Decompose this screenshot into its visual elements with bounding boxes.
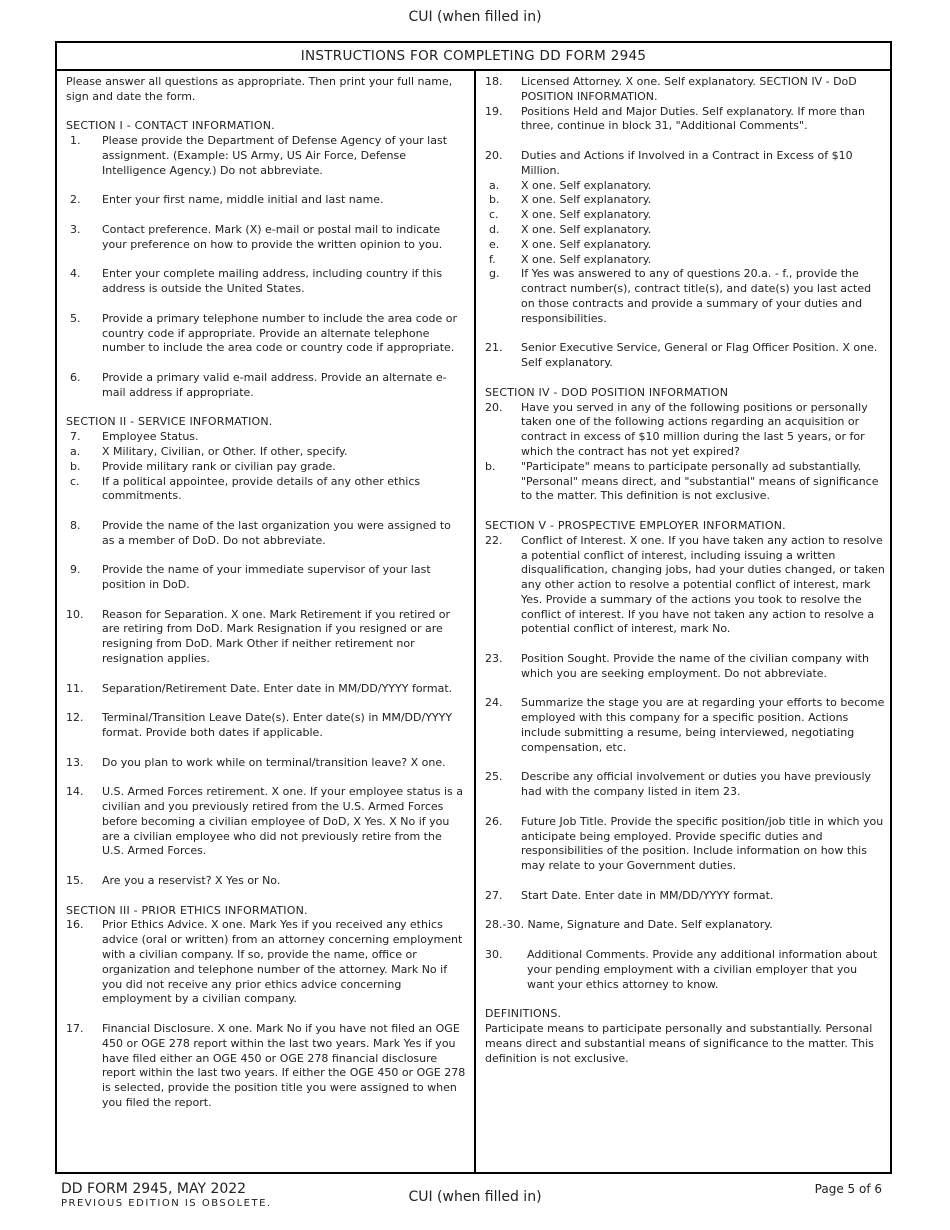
instruction-item: 7. Employee Status.	[70, 430, 199, 444]
instruction-item: 9. Provide the name of your immediate supervisor of your last position in DoD.	[70, 563, 431, 592]
instruction-item: 27. Start Date. Enter date in MM/DD/YYYY format.	[485, 888, 774, 902]
section-4-heading: SECTION IV - DOD POSITION INFORMATION	[485, 385, 729, 399]
instruction-subitem: b. "Participate" means to participate personally ad substantially. "Personal" means direct, and "substantial" means of significance to the matter. This definition is not exclusive.	[485, 459, 879, 503]
instruction-item: 17. Financial Disclosure. X one. Mark No if you have not filed an OGE 450 or OGE 278 report within the last two years. Mark Yes if you have filed either an OGE 450 or OGE 278 financial disclosure report within the last two years. If either the OGE 450 or OGE 278 is selected, provide the position title you were assigned to when you filed the report.	[66, 1022, 466, 1109]
section-2-heading: SECTION II - SERVICE INFORMATION.	[66, 415, 273, 429]
section-3-heading: SECTION III - PRIOR ETHICS INFORMATION.	[66, 903, 308, 917]
page-number: Page 5 of 6	[814, 1182, 882, 1196]
instruction-item: 21. Senior Executive Service, General or Flag Officer Position. X one. Self explanatory.	[485, 341, 878, 370]
instruction-subitem: f. X one. Self explanatory.	[489, 252, 652, 266]
instruction-item: 19. Positions Held and Major Duties. Self explanatory. If more than three, continue in block 31, "Additional Comments".	[485, 104, 866, 133]
definitions-text: Participate means to participate personally and substantially. Personal means direct and substantial means of significance to the matter. This definition is not exclusive.	[485, 1022, 874, 1065]
column-divider	[474, 71, 476, 1174]
definitions-heading: DEFINITIONS.	[485, 1007, 562, 1021]
instruction-subitem: a. X Military, Civilian, or Other. If other, specify.	[70, 444, 348, 458]
instructions-frame	[55, 41, 892, 1174]
instruction-item: 30. Additional Comments. Provide any additional information about your pending employment with a civilian employer that you want your ethics attorney to know.	[485, 948, 878, 991]
instruction-subitem: d. X one. Self explanatory.	[489, 222, 652, 236]
section-1-heading: SECTION I - CONTACT INFORMATION.	[66, 119, 275, 133]
instruction-item: 16. Prior Ethics Advice. X one. Mark Yes if you received any ethics advice (oral or written) from an attorney concerning employment with a civilian company. If so, provide the name, office or organization and telephone number of the attorney. Mark No if you did not receive any prior ethics advice concerning employment by a civilian company.	[66, 918, 463, 1006]
instruction-subitem: c. If a political appointee, provide details of any other ethics commitments.	[70, 474, 421, 503]
instruction-item: 6. Provide a primary valid e-mail address. Provide an alternate e-mail address if appropriate.	[70, 370, 447, 399]
instruction-item: 14. U.S. Armed Forces retirement. X one. If your employee status is a civilian and you previously retired from the U.S. Armed Forces before becoming a civilian employee of DoD, X Yes. X No if you are a civilian employee who did not previously retire from the U.S. Armed Forces.	[66, 785, 464, 858]
instruction-item: 15. Are you a reservist? X Yes or No.	[66, 874, 281, 888]
instruction-subitem: b. X one. Self explanatory.	[489, 193, 652, 207]
instruction-item: 20. Have you served in any of the following positions or personally taken one of the following actions regarding an acquisition or contract in excess of $10 million during the last 5 years, or for which the contract has not yet expired?	[485, 400, 868, 458]
instruction-subitem: c. X one. Self explanatory.	[489, 208, 652, 222]
instruction-item: 2. Enter your first name, middle initial and last name.	[70, 193, 384, 207]
intro-text: Please answer all questions as appropriate. Then print your full name, sign and date the form.	[66, 75, 453, 103]
instruction-item: 13. Do you plan to work while on terminal/transition leave? X one.	[66, 755, 446, 769]
instruction-item: 12. Terminal/Transition Leave Date(s). Enter date(s) in MM/DD/YYYY format. Provide both dates if applicable.	[66, 711, 453, 740]
instruction-item: 3. Contact preference. Mark (X) e-mail or postal mail to indicate your preference on how to provide the written opinion to you.	[70, 222, 443, 251]
left-column	[66, 75, 466, 1111]
instructions-title: INSTRUCTIONS FOR COMPLETING DD FORM 2945	[57, 43, 890, 71]
instruction-item: 4. Enter your complete mailing address, including country if this address is outside the United States.	[70, 267, 443, 296]
instruction-item: 25. Describe any official involvement or duties you have previously had with the company listed in item 23.	[485, 770, 872, 799]
instruction-item: 18. Licensed Attorney. X one. Self explanatory. SECTION IV - DoD POSITION INFORMATION.	[485, 75, 857, 103]
cui-header: CUI (when filled in)	[408, 9, 542, 25]
instruction-item: 20. Duties and Actions if Involved in a Contract in Excess of $10 Million.	[485, 148, 853, 177]
section-5-heading: SECTION V - PROSPECTIVE EMPLOYER INFORMATION.	[485, 518, 786, 532]
instruction-subitem: g. If Yes was answered to any of questions 20.a. - f., provide the contract number(s), contract title(s), and date(s) you last acted on those contracts and provide a summary of your duties and responsibilities.	[489, 267, 872, 325]
instruction-item: 1. Please provide the Department of Defense Agency of your last assignment. (Example: US Army, US Air Force, Defense Intelligence Agency.) Do not abbreviate.	[70, 134, 448, 177]
form-id: DD FORM 2945, MAY 2022	[61, 1181, 247, 1197]
instruction-subitem: b. Provide military rank or civilian pay grade.	[70, 459, 336, 473]
instruction-subitem: e. X one. Self explanatory.	[489, 237, 652, 251]
right-column	[485, 75, 885, 1066]
obsolete-notice: PREVIOUS EDITION IS OBSOLETE.	[61, 1198, 272, 1209]
instruction-item: 11. Separation/Retirement Date. Enter date in MM/DD/YYYY format.	[66, 681, 453, 695]
instruction-item: 22. Conflict of Interest. X one. If you have taken any action to resolve a potential conflict of interest, including issuing a written disqualification, changing jobs, had your duties changed, or taken any other action to resolve a potential conflict of interest, mark Yes. Provide a summary of the actions you took to resolve the conflict of interest. If you have not taken any action to resolve a potential conflict of interest, mark No.	[485, 533, 885, 636]
cui-footer: CUI (when filled in)	[408, 1189, 542, 1205]
instruction-item: 10. Reason for Separation. X one. Mark Retirement if you retired or are retiring from DoD. Mark Resignation if you resigned or are resigning from DoD. Mark Other if neither retirement nor resignation applies.	[66, 607, 451, 666]
instruction-item: 23. Position Sought. Provide the name of the civilian company with which you are seeking employment. Do not abbreviate.	[485, 652, 869, 680]
instruction-item-28-30: 28.-30. Name, Signature and Date. Self explanatory.	[485, 918, 773, 932]
instruction-item: 26. Future Job Title. Provide the specific position/job title in which you anticipate being employed. Provide specific duties and responsibilities of the position. Include information on how this may relate to your Government duties.	[485, 814, 884, 873]
instruction-item: 5. Provide a primary telephone number to include the area code or country code if appropriate. Provide an alternate telephone number to include the area code or country code if appropriate.	[70, 311, 458, 355]
instruction-item: 8. Provide the name of the last organization you were assigned to as a member of DoD. Do not abbreviate.	[70, 518, 451, 547]
instruction-subitem: a. X one. Self explanatory.	[489, 178, 652, 192]
instruction-item: 24. Summarize the stage you are at regarding your efforts to become employed with this company for a specific position. Actions include submitting a resume, being interviewed, negotiating compensation, etc.	[485, 696, 885, 754]
